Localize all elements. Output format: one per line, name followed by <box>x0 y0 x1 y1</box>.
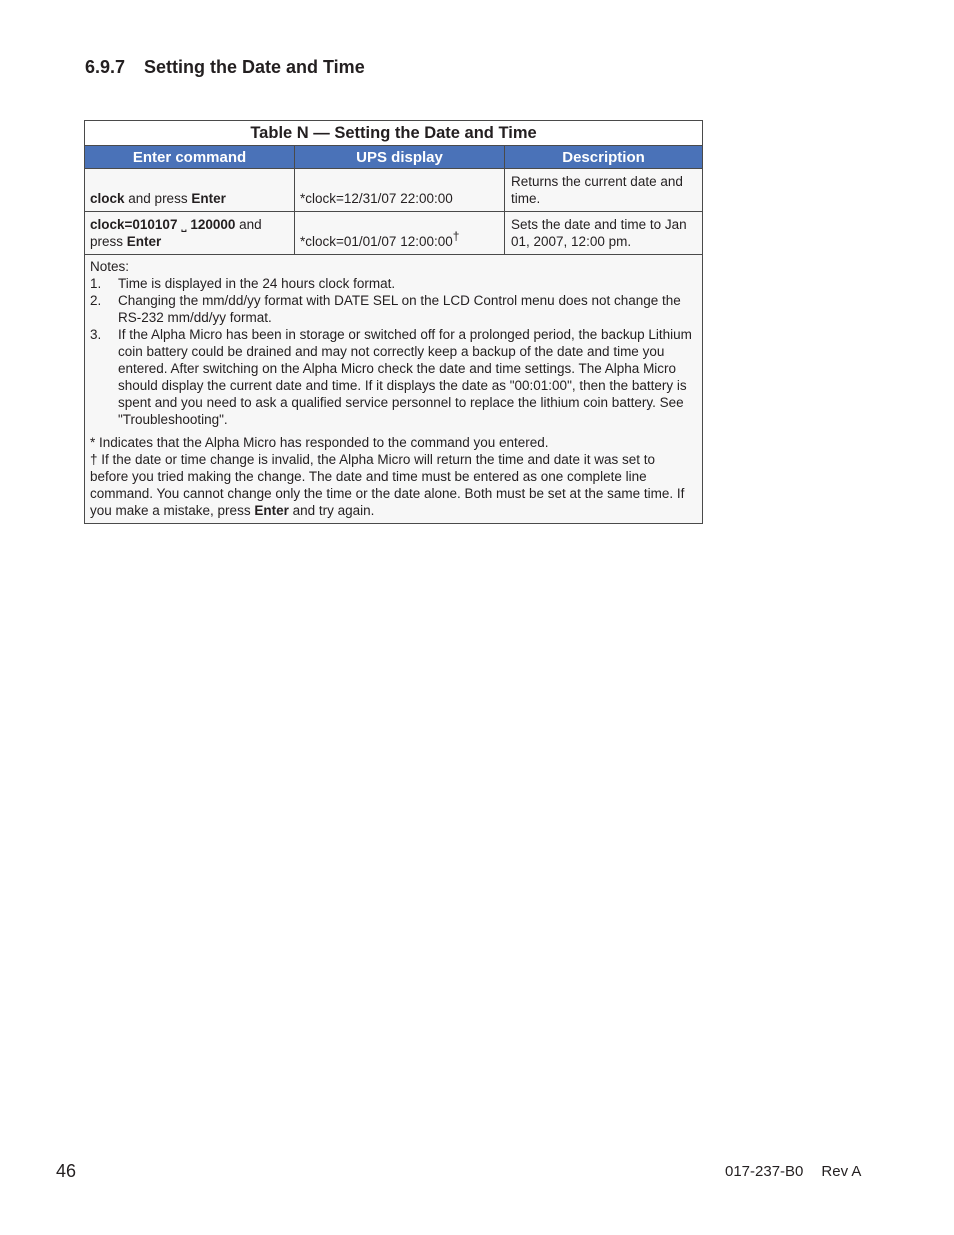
header-enter-command: Enter command <box>85 146 295 169</box>
table-row <box>85 169 703 212</box>
cell-description: Sets the date and time to Jan 01, 2007, 12:00 pm. <box>505 212 703 255</box>
command-text: clock <box>90 191 125 206</box>
header-ups-display: UPS display <box>295 146 505 169</box>
cell-description: Returns the current date and time. <box>505 169 703 212</box>
list-item <box>90 292 696 326</box>
list-item <box>90 275 696 292</box>
command-text: clock=010107 ˽ 120000 <box>90 217 236 232</box>
display-text: *clock=01/01/07 12:00:00 <box>300 234 453 249</box>
note-number: 2. <box>90 293 102 308</box>
command-connector: and press <box>90 217 262 249</box>
enter-key-label: Enter <box>191 191 226 206</box>
footnote-dagger <box>90 451 696 519</box>
header-description: Description <box>505 146 703 169</box>
notes-list <box>90 275 696 428</box>
table-header-row <box>85 146 703 169</box>
section-heading <box>85 57 365 78</box>
notes-cell <box>85 255 703 524</box>
enter-key-label: Enter <box>126 234 162 249</box>
list-item <box>90 326 696 428</box>
section-title: Setting the Date and Time <box>144 57 365 77</box>
command-connector: and press <box>124 191 192 206</box>
section-number: 6.9.7 <box>85 57 126 77</box>
cell-enter-command <box>85 212 295 255</box>
table-row <box>85 212 703 255</box>
date-time-table <box>84 120 703 524</box>
cell-enter-command <box>85 169 295 212</box>
table-caption: Table N — Setting the Date and Time <box>85 121 703 146</box>
note-text: Time is displayed in the 24 hours clock format. <box>118 276 396 291</box>
enter-key-label: Enter <box>254 503 289 518</box>
cell-ups-display <box>295 169 505 212</box>
cell-ups-display <box>295 212 505 255</box>
footnote-star: * Indicates that the Alpha Micro has responded to the command you entered. <box>90 435 549 450</box>
revision: Rev A <box>821 1163 862 1180</box>
note-text: Changing the mm/dd/yy format with DATE SEL on the LCD Control menu does not change the RS-232 mm/dd/yy format. <box>118 293 681 325</box>
dagger-mark: † <box>452 229 460 243</box>
notes-label: Notes: <box>90 259 130 274</box>
doc-number: 017-237-B0 <box>725 1163 804 1180</box>
footnote-dagger-text: † If the date or time change is invalid, the Alpha Micro will return the time and date it was set to before you tried making the change. The date and time must be entered as one complete line command. You cannot change only the time or the date alone. Both must be set at the same time. If you make a mistake, press <box>90 452 685 518</box>
note-number: 3. <box>90 327 102 342</box>
document-id <box>725 1163 861 1180</box>
note-number: 1. <box>90 276 102 291</box>
display-text: *clock=12/31/07 22:00:00 <box>300 191 453 206</box>
note-text: If the Alpha Micro has been in storage or switched off for a prolonged period, the backup Lithium coin battery could be drained and may not correctly keep a backup of the date and time you entered. After switching on the Alpha Micro check the date and time settings. The Alpha Micro should display the current date and time. If it displays the date as "00:01:00", then the battery is spent and you need to ask a qualified service personnel to replace the lithium coin battery. See "Troubleshooting". <box>118 327 692 427</box>
page-number: 46 <box>56 1161 77 1181</box>
footnote-dagger-end: and try again. <box>288 503 375 518</box>
